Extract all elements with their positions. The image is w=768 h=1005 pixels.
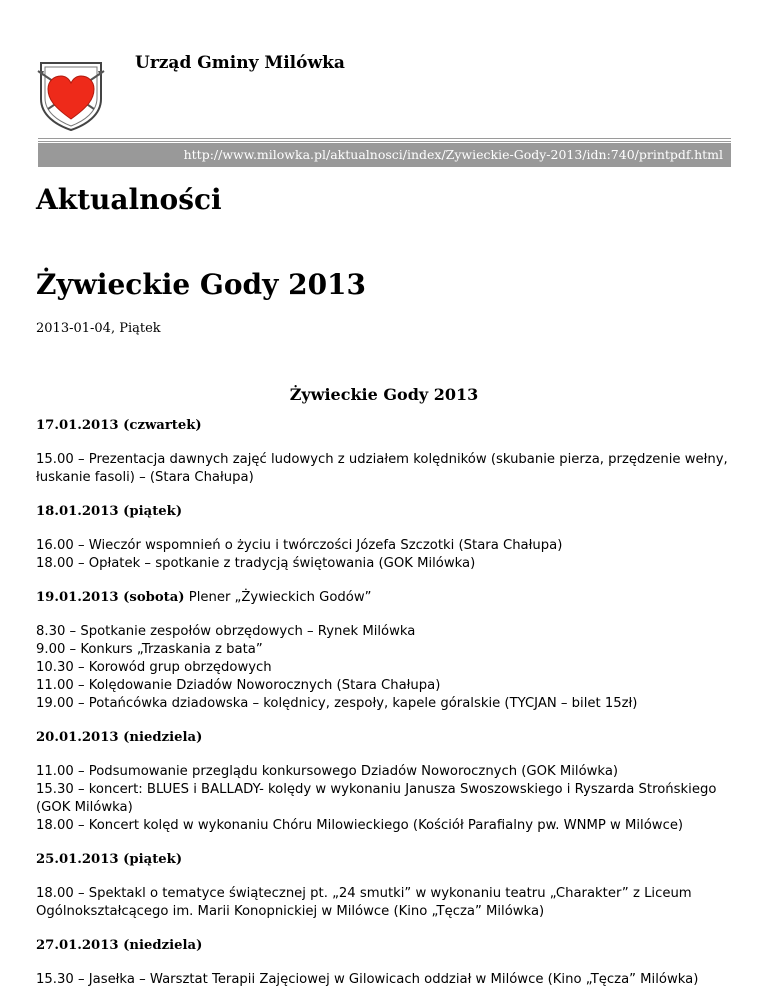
schedule-entry: 9.00 – Konkurs „Trzaskania z bata” bbox=[36, 642, 263, 657]
schedule-entry: 16.00 – Wieczór wspomnień o życiu i twórczości Józefa Szczotki (Stara Chałupa) bbox=[36, 538, 563, 553]
heart-crest-icon bbox=[34, 55, 108, 133]
day-note: Plener „Żywieckich Godów” bbox=[184, 590, 372, 605]
header-divider-2 bbox=[38, 141, 731, 142]
schedule-entry: 19.00 – Potańcówka dziadowska – kolędnicy, zespoły, kapele góralskie (TYCJAN – bilet 15zł) bbox=[36, 696, 638, 711]
url-bar bbox=[38, 143, 731, 167]
schedule-entry: 18.00 – Opłatek – spotkanie z tradycją świętowania (GOK Milówka) bbox=[36, 556, 476, 571]
day-heading bbox=[36, 851, 736, 869]
day-date: 18.01.2013 (piątek) bbox=[36, 504, 183, 519]
schedule-entry: 15.00 – Prezentacja dawnych zajęć ludowych z udziałem kolędników (skubanie pierza, przędzenie wełny, łuskanie fasoli) – (Stara Chałupa) bbox=[36, 452, 728, 485]
day-date: 27.01.2013 (niedziela) bbox=[36, 938, 203, 953]
article-date: 2013-01-04, Piątek bbox=[36, 321, 161, 336]
schedule-entry: 18.00 – Spektakl o tematyce świątecznej pt. „24 smutki” w wykonaniu teatru „Charakter” z Liceum Ogólnokształcącego im. Marii Konopnickiej w Milówce (Kino „Tęcza” Milówka) bbox=[36, 886, 692, 919]
article-subtitle: Żywieckie Gody 2013 bbox=[289, 385, 479, 404]
page-url-link[interactable]: http://www.milowka.pl/aktualnosci/index/Zywieckie-Gody-2013/idn:740/printpdf.html bbox=[183, 147, 723, 162]
day-schedule bbox=[36, 623, 736, 713]
day-schedule bbox=[36, 451, 736, 487]
day-heading bbox=[36, 729, 736, 747]
day-schedule bbox=[36, 763, 736, 835]
day-schedule bbox=[36, 971, 736, 989]
article-body bbox=[36, 417, 736, 1005]
schedule-entry: 10.30 – Korowód grup obrzędowych bbox=[36, 660, 272, 675]
schedule-entry: 8.30 – Spotkanie zespołów obrzędowych – Rynek Milówka bbox=[36, 624, 416, 639]
org-name: Urząd Gminy Milówka bbox=[135, 53, 345, 73]
day-date: 25.01.2013 (piątek) bbox=[36, 852, 183, 867]
day-heading bbox=[36, 503, 736, 521]
schedule-entry: 11.00 – Kolędowanie Dziadów Noworocznych (Stara Chałupa) bbox=[36, 678, 441, 693]
header-divider bbox=[38, 138, 731, 139]
day-date: 17.01.2013 (czwartek) bbox=[36, 418, 202, 433]
day-date: 20.01.2013 (niedziela) bbox=[36, 730, 203, 745]
day-heading bbox=[36, 589, 736, 607]
schedule-entry: 11.00 – Podsumowanie przeglądu konkursowego Dziadów Noworocznych (GOK Milówka) bbox=[36, 764, 619, 779]
schedule-entry: 18.00 – Koncert kolęd w wykonaniu Chóru Milowieckiego (Kościół Parafialny pw. WNMP w Milówce) bbox=[36, 818, 684, 833]
section-title: Aktualności bbox=[36, 183, 222, 216]
article-title: Żywieckie Gody 2013 bbox=[36, 268, 367, 301]
day-schedule bbox=[36, 537, 736, 573]
schedule-entry: 15.30 – koncert: BLUES i BALLADY- kolędy w wykonaniu Janusza Swoszowskiego i Ryszarda Strońskiego (GOK Milówka) bbox=[36, 782, 717, 815]
day-date: 19.01.2013 (sobota) bbox=[36, 590, 185, 605]
day-heading bbox=[36, 937, 736, 955]
day-heading bbox=[36, 417, 736, 435]
day-schedule bbox=[36, 885, 736, 921]
schedule-entry: 15.30 – Jasełka – Warsztat Terapii Zajęciowej w Gilowicach oddział w Milówce (Kino „Tęcza” Milówka) bbox=[36, 972, 699, 987]
